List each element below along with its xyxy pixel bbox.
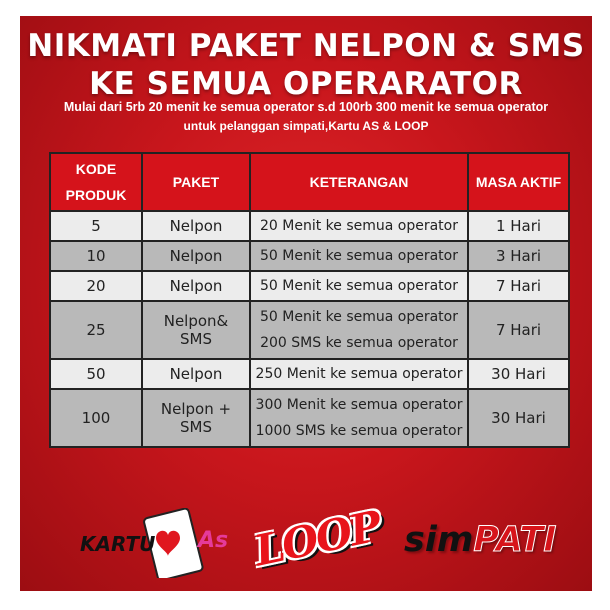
cell-keterangan: 50 Menit ke semua operator: [250, 241, 468, 271]
cell-paket: Nelpon: [142, 241, 250, 271]
table-row: [50, 241, 569, 271]
header-keterangan: KETERANGAN: [250, 153, 468, 211]
table-row: [50, 211, 569, 241]
cell-masa-aktif: 3 Hari: [468, 241, 569, 271]
cell-paket: Nelpon& SMS: [142, 301, 250, 359]
header-kode-produk: [50, 153, 142, 211]
cell-paket: Nelpon + SMS: [142, 389, 250, 447]
cell-kode: 10: [50, 241, 142, 271]
keterangan-line-2: 200 SMS ke semua operator: [260, 335, 458, 351]
promo-poster: [20, 16, 592, 591]
header-kode-line1: KODE: [75, 161, 117, 177]
cell-masa-aktif: 30 Hari: [468, 359, 569, 389]
table-row: [50, 359, 569, 389]
cell-masa-aktif: 30 Hari: [468, 389, 569, 447]
cell-keterangan: [250, 389, 468, 447]
cell-keterangan: 20 Menit ke semua operator: [250, 211, 468, 241]
cell-paket: Nelpon: [142, 271, 250, 301]
package-table: [49, 152, 570, 448]
table-row: [50, 301, 569, 359]
keterangan-line-1: 50 Menit ke semua operator: [260, 309, 458, 325]
title-line-2: KE SEMUA OPERARATOR: [89, 66, 523, 102]
subtitle-line-1: Mulai dari 5rb 20 menit ke semua operator s.d 100rb 300 menit ke semua operator: [63, 100, 549, 114]
simpati-logo-part1: sim: [404, 520, 474, 560]
cell-keterangan: 50 Menit ke semua operator: [250, 271, 468, 301]
kartu-as-word-as: As: [198, 528, 229, 553]
cell-paket: Nelpon: [142, 359, 250, 389]
cell-masa-aktif: 7 Hari: [468, 301, 569, 359]
cell-paket: Nelpon: [142, 211, 250, 241]
loop-logo: [248, 501, 388, 578]
table-row: [50, 389, 569, 447]
kartu-as-logo: [80, 508, 240, 578]
cell-kode: 100: [50, 389, 142, 447]
simpati-logo-part2: PATI: [473, 520, 557, 560]
title-line-1: NIKMATI PAKET NELPON & SMS: [27, 28, 585, 64]
simpati-logo: [404, 520, 556, 560]
cell-keterangan: [250, 301, 468, 359]
header-paket: PAKET: [142, 153, 250, 211]
subtitle-line-2: untuk pelanggan simpati,Kartu AS & LOOP: [183, 119, 429, 133]
operator-logos: [20, 486, 592, 586]
keterangan-line-1: 300 Menit ke semua operator: [255, 397, 463, 413]
loop-logo-text: LOOP: [250, 501, 385, 576]
keterangan-line-2: 1000 SMS ke semua operator: [255, 423, 463, 439]
table-row: [50, 271, 569, 301]
cell-kode: 20: [50, 271, 142, 301]
table-header-row: [50, 153, 569, 211]
header-masa-aktif: MASA AKTIF: [468, 153, 569, 211]
kartu-as-word-kartu: KARTU: [80, 532, 156, 556]
cell-kode: 25: [50, 301, 142, 359]
cell-kode: 5: [50, 211, 142, 241]
header-kode-line2: PRODUK: [65, 187, 127, 203]
cell-masa-aktif: 1 Hari: [468, 211, 569, 241]
cell-keterangan: 250 Menit ke semua operator: [250, 359, 468, 389]
cell-masa-aktif: 7 Hari: [468, 271, 569, 301]
cell-kode: 50: [50, 359, 142, 389]
